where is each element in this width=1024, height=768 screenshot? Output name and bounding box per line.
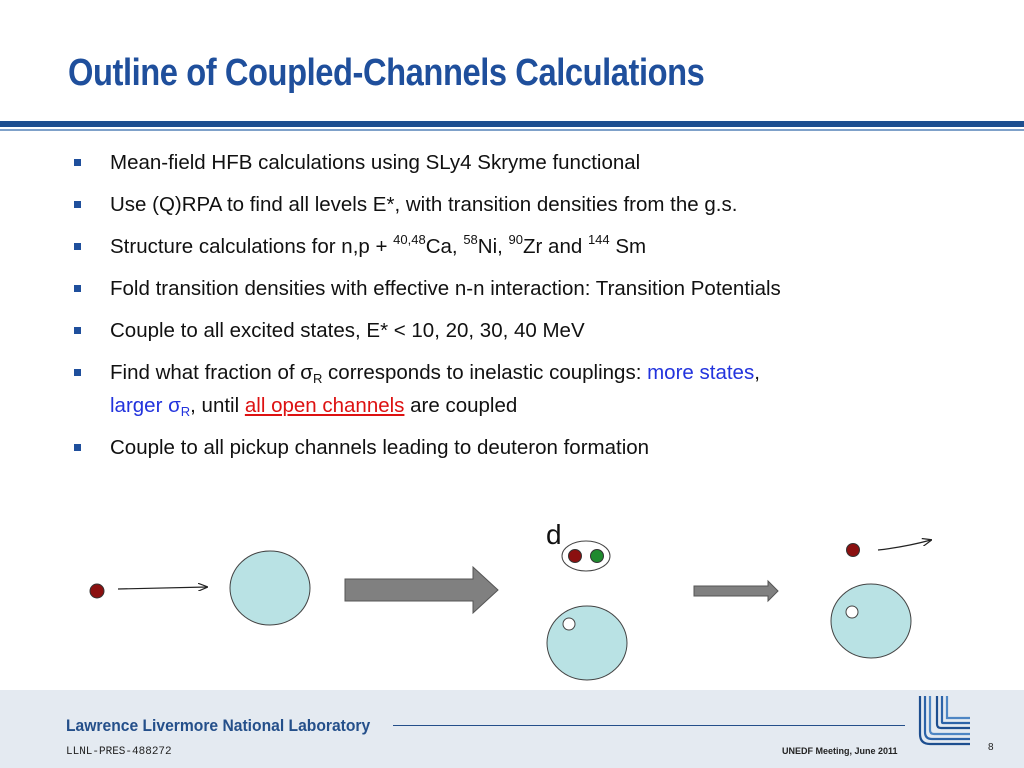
more-states-text: more states: [647, 361, 755, 384]
bullet-text: Couple to all excited states, E* < 10, 20, 30, 40 MeV: [110, 319, 585, 342]
hole-state: [563, 618, 575, 630]
outgoing-arrow: [878, 540, 931, 550]
ca-symbol: Ca,: [425, 235, 464, 258]
deuteron-label: d: [546, 519, 562, 550]
bullet-list: [72, 146, 1012, 473]
proton: [569, 550, 582, 563]
bullet-text: Structure calculations for n,p +: [110, 235, 394, 258]
residual-nucleus: [547, 606, 627, 680]
bullet-square-icon: [74, 159, 81, 166]
bullet-item: [72, 356, 1012, 422]
target-nucleus: [230, 551, 310, 625]
footer-divider: [393, 725, 905, 726]
page-number: 8: [988, 742, 994, 753]
scattered-nucleon: [847, 544, 860, 557]
bullet-text: Use (Q)RPA to find all levels E*, with transition densities from the g.s.: [110, 193, 738, 216]
bullet-text: Couple to all pickup channels leading to deuteron formation: [110, 436, 650, 459]
ni-mass-number: 58: [463, 232, 478, 247]
bullet-text: Fold transition densities with effective n-n interaction: Transition Potentials: [110, 277, 781, 300]
ca-mass-number: 40,48: [393, 232, 426, 247]
neutron: [591, 550, 604, 563]
presentation-id: LLNL-PRES-488272: [66, 746, 172, 758]
bullet-text: Find what fraction of σ: [110, 361, 313, 384]
bullet-item: [72, 431, 1012, 464]
bullet-text: Mean-field HFB calculations using SLy4 Skryme functional: [110, 151, 641, 174]
bullet-text: ,: [754, 361, 760, 384]
title-divider-thin: [0, 129, 1024, 131]
sigma-subscript: R: [180, 404, 191, 419]
bullet-square-icon: [74, 243, 81, 250]
reaction-arrow: [345, 567, 498, 613]
bullet-text: corresponds to inelastic couplings:: [322, 361, 648, 384]
sm-mass-number: 144: [587, 232, 610, 247]
reaction-arrow-small: [694, 581, 778, 601]
lab-name: Lawrence Livermore National Laboratory: [66, 716, 371, 735]
bullet-item: [72, 314, 1012, 347]
bullet-item: [72, 272, 1012, 305]
title-divider: [0, 121, 1024, 127]
reaction-diagram: [0, 500, 1024, 690]
ni-symbol: Ni,: [477, 235, 509, 258]
bullet-square-icon: [74, 327, 81, 334]
incoming-arrow: [118, 587, 207, 589]
open-channels-link[interactable]: all open channels: [244, 394, 405, 417]
bullet-item: [72, 230, 1012, 263]
zr-symbol: Zr and: [523, 235, 588, 258]
llnl-logo-icon: [916, 694, 974, 750]
larger-sigma-text: larger σ: [110, 394, 181, 417]
excited-nucleus: [831, 584, 911, 658]
bullet-square-icon: [74, 201, 81, 208]
zr-mass-number: 90: [508, 232, 523, 247]
bullet-text: , until: [190, 394, 245, 417]
bullet-square-icon: [74, 285, 81, 292]
bullet-square-icon: [74, 369, 81, 376]
projectile-nucleon: [90, 584, 104, 598]
bullet-item: [72, 188, 1012, 221]
sm-symbol: Sm: [609, 235, 647, 258]
slide-title: Outline of Coupled-Channels Calculations: [68, 52, 705, 94]
meeting-info: UNEDF Meeting, June 2011: [782, 746, 898, 756]
sigma-subscript: R: [312, 371, 323, 386]
bullet-text: are coupled: [404, 394, 518, 417]
bullet-square-icon: [74, 444, 81, 451]
bullet-item: [72, 146, 1012, 179]
hole-state: [846, 606, 858, 618]
